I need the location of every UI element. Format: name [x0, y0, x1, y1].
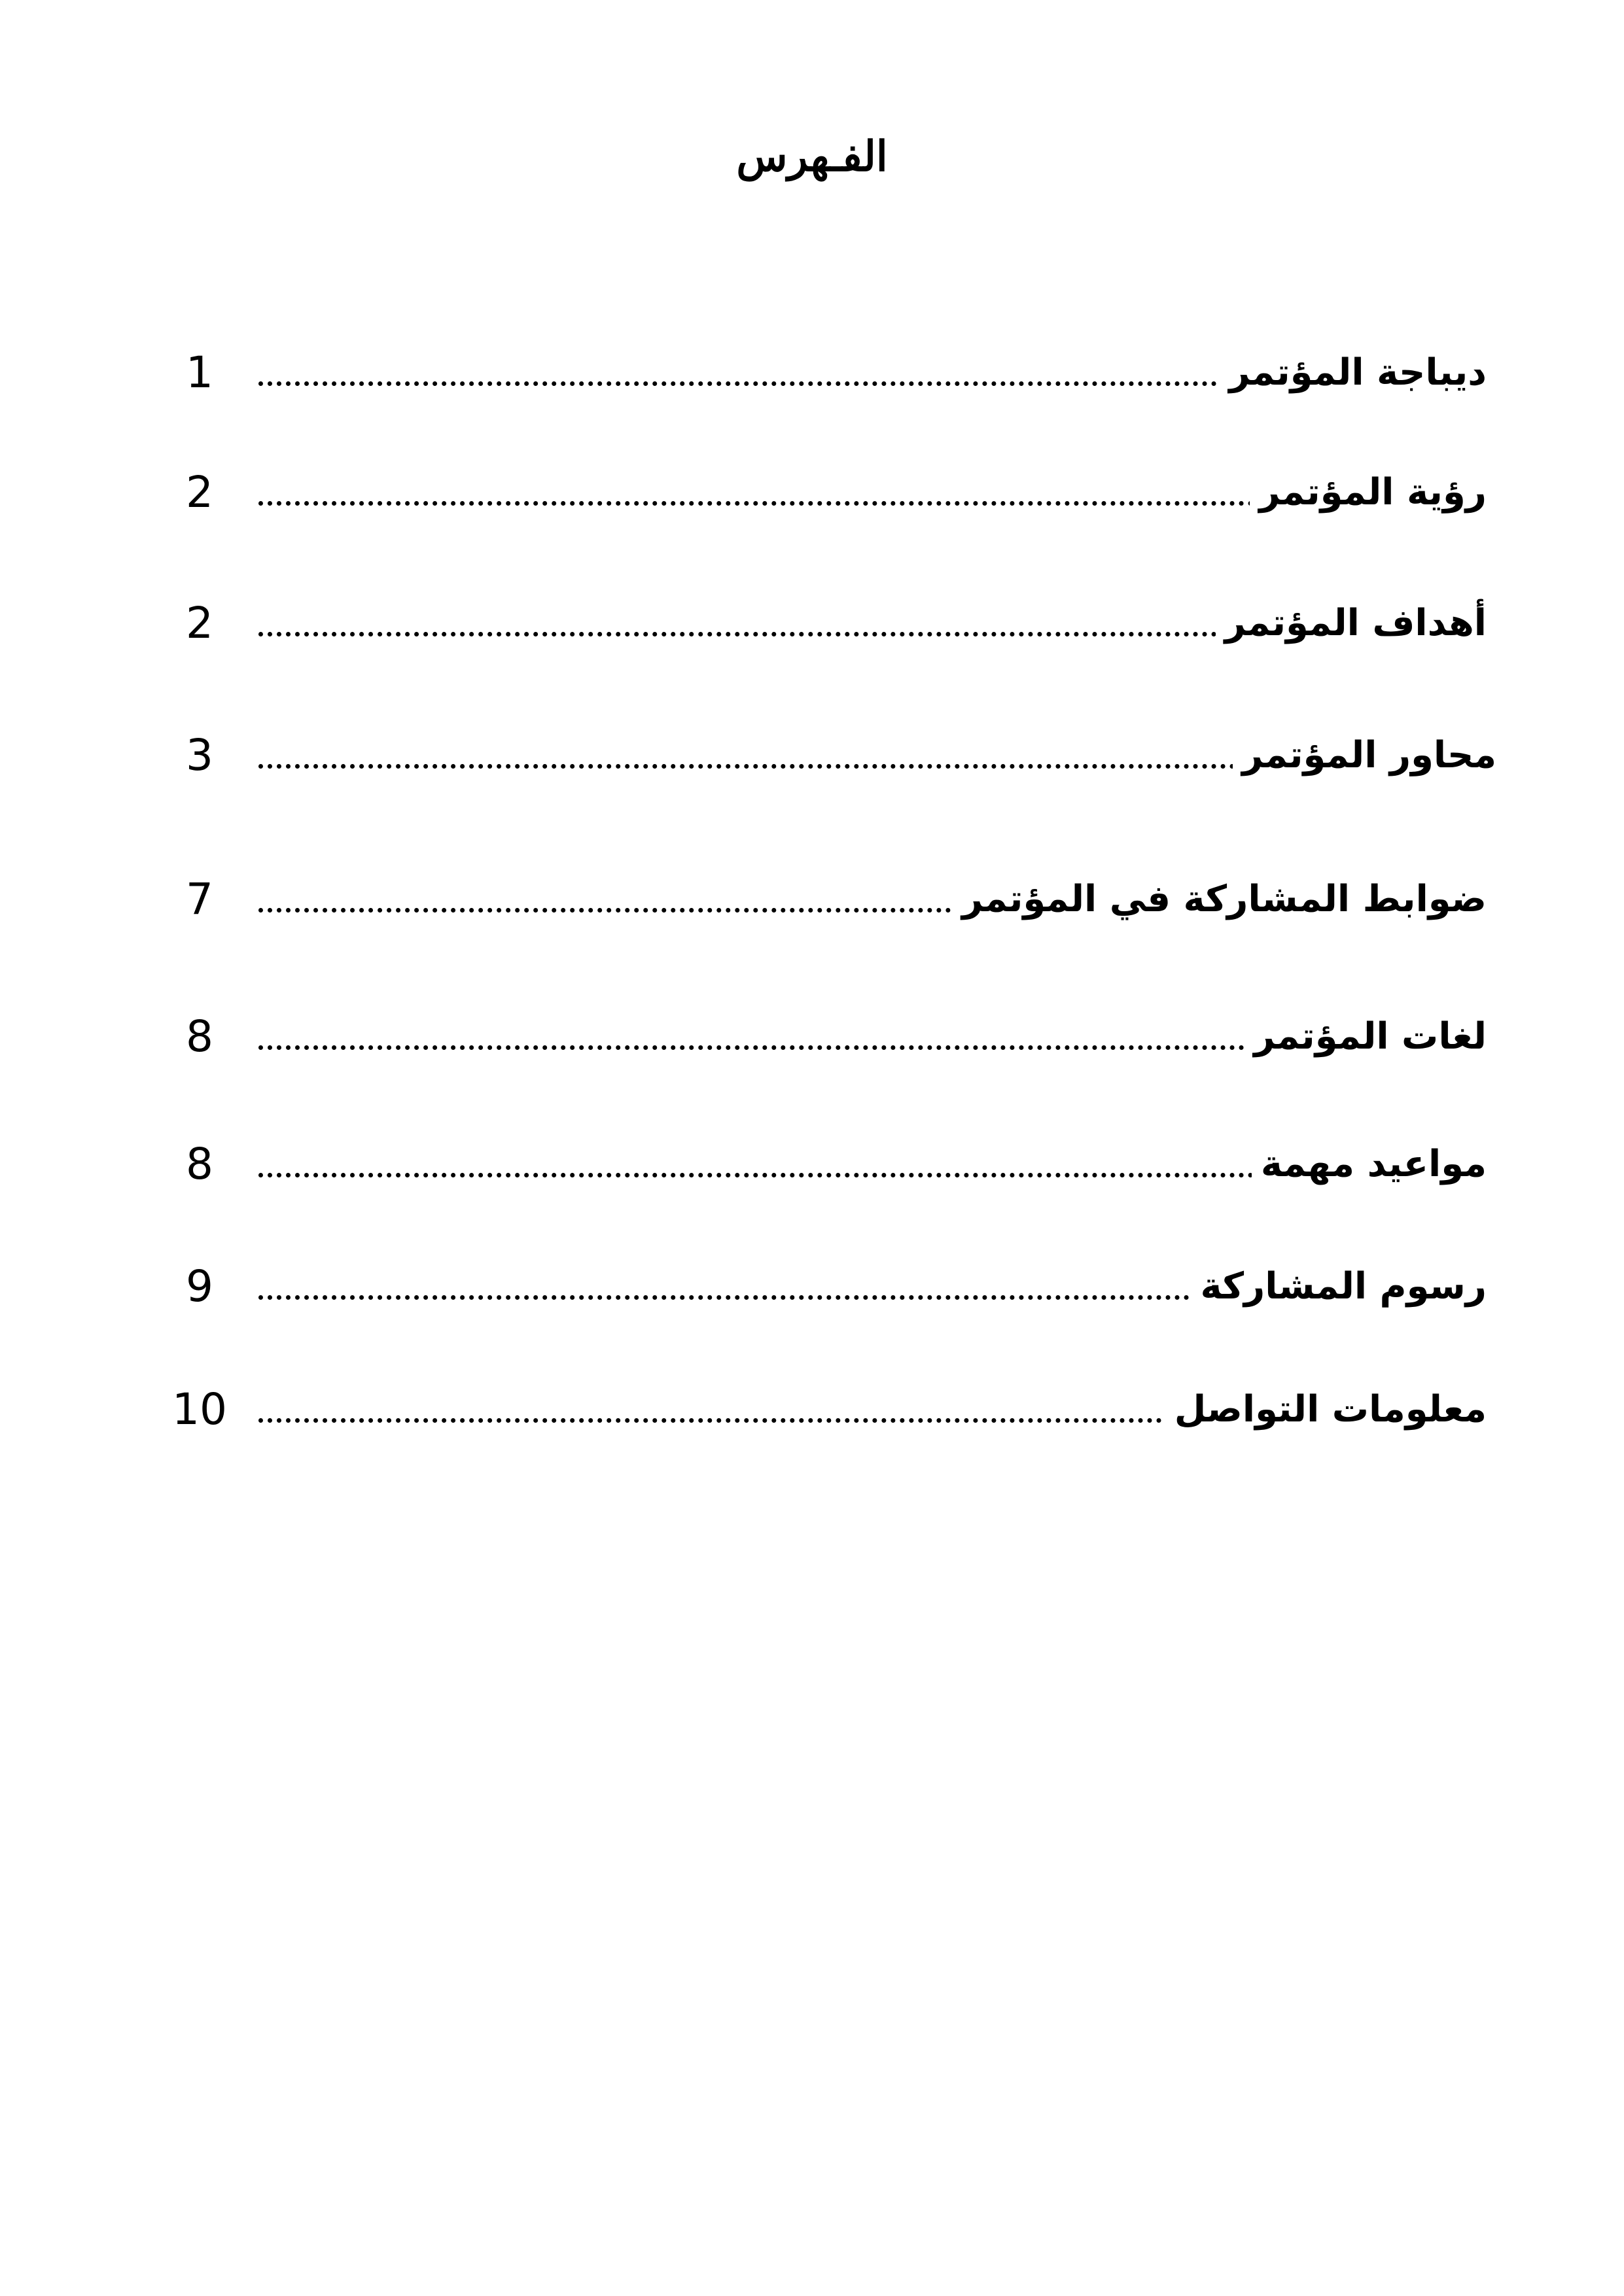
- toc-page-number: 10: [172, 1384, 227, 1435]
- toc-entry[interactable]: [0, 587, 1624, 659]
- toc-entry[interactable]: [0, 1001, 1624, 1073]
- toc-page-number: 3: [186, 730, 213, 780]
- toc-entry[interactable]: [0, 337, 1624, 409]
- page-title: الفـهرس: [736, 132, 888, 181]
- toc-entry[interactable]: [0, 863, 1624, 935]
- toc-entry-label[interactable]: معلومات التواصل: [1165, 1374, 1487, 1446]
- toc-entry-label[interactable]: محاور المؤتمر: [1233, 720, 1496, 791]
- toc-page-number: 8: [186, 1011, 213, 1062]
- toc-page-number: 8: [186, 1139, 213, 1189]
- toc-entry-label[interactable]: مواعيد مهمة: [1252, 1128, 1487, 1200]
- toc-entry-label[interactable]: أهداف المؤتمر: [1216, 587, 1487, 659]
- toc-entry-label[interactable]: ضوابط المشاركة في المؤتمر: [953, 863, 1487, 935]
- toc-page-number: 2: [186, 598, 213, 648]
- toc-page-number: 2: [186, 467, 213, 517]
- toc-page-number: 9: [186, 1261, 213, 1312]
- toc-page-number: 1: [186, 347, 213, 398]
- toc-entry[interactable]: [0, 1251, 1624, 1323]
- toc-entry[interactable]: [0, 457, 1624, 529]
- toc-entry-label[interactable]: رؤية المؤتمر: [1250, 457, 1487, 529]
- toc-entry[interactable]: [0, 1374, 1624, 1446]
- toc-entry-label[interactable]: ديباجة المؤتمر: [1220, 337, 1487, 409]
- toc-entry-label[interactable]: لغات المؤتمر: [1244, 1001, 1487, 1073]
- toc-entry[interactable]: [0, 1128, 1624, 1200]
- toc-entry-label[interactable]: رسوم المشاركة: [1192, 1251, 1487, 1323]
- toc-page-number: 7: [186, 874, 213, 924]
- toc-entry[interactable]: [0, 720, 1624, 791]
